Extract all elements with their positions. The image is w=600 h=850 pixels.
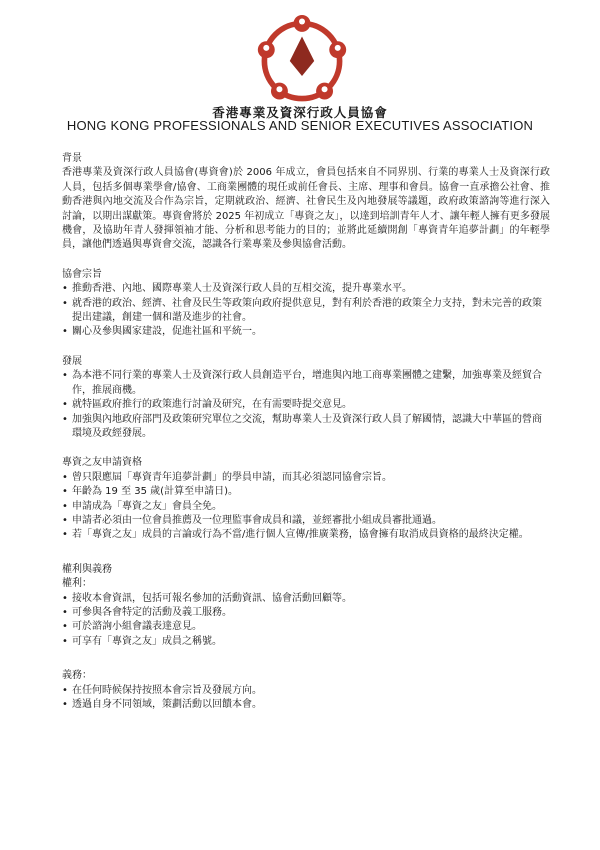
development-list (62, 369, 550, 441)
list-item: • 可享有「專資之友」成員之稱號。 (62, 635, 550, 649)
list-item: • 關心及參與國家建設，促進社區和平統一。 (62, 325, 550, 339)
list-item: • 曾只限應屆「專資青年追夢計劃」的學員申請，而其必須認同協會宗旨。 (62, 471, 550, 485)
list-item: • 就香港的政治、經濟、社會及民生等政策向政府提供意見，對有利於香港的政策全力支持，對未完善的政策提出建議，創建一個和諧及進步的社會。 (62, 297, 550, 326)
section-title-mission: 協會宗旨 (62, 268, 102, 280)
rights-list (62, 592, 550, 650)
duties-label: 義務： (62, 670, 92, 682)
list-item: • 申請者必須由一位會員推薦及一位理監事會成員和議，並經審批小組成員審批通過。 (62, 514, 550, 528)
list-item: • 就特區政府推行的政策進行討論及研究，在有需要時提交意見。 (62, 398, 550, 412)
list-item: • 申請成為「專資之友」會員全免。 (62, 500, 550, 514)
list-item: • 接收本會資訊，包括可報名參加的活動資訊、協會活動回顧等。 (62, 592, 550, 606)
mission-list (62, 282, 550, 340)
document-body (62, 152, 550, 712)
list-item: • 可於諮詢小組會議表達意見。 (62, 620, 550, 634)
list-item: • 加強與內地政府部門及政策研究單位之交流，幫助專業人士及資深行政人員了解國情，認識大中華區的營商環境及政經發展。 (62, 413, 550, 442)
list-item: • 可參與各會特定的活動及義工服務。 (62, 606, 550, 620)
list-item: • 為本港不同行業的專業人士及資深行政人員創造平台，增進與內地工商專業團體之建繫，加強專業及經貿合作，推展商機。 (62, 369, 550, 398)
org-name-en: HONG KONG PROFESSIONALS AND SENIOR EXECUTIVES ASSOCIATION (66, 118, 534, 133)
section-title-rights-duties: 權利與義務 (62, 563, 112, 575)
section-title-background: 背景 (62, 153, 82, 164)
duties-list (62, 684, 550, 713)
list-item: • 年齡為 19 至 35 歲(計算至申請日)。 (62, 485, 550, 499)
list-item: • 透過自身不同領域，策劃活動以回饋本會。 (62, 698, 550, 712)
list-item: • 推動香港、內地、國際專業人士及資深行政人員的互相交流，提升專業水平。 (62, 282, 550, 296)
list-item: • 在任何時候保持按照本會宗旨及發展方向。 (62, 684, 550, 698)
background-paragraph: 香港專業及資深行政人員協會(專資會)於 2006 年成立，會員包括來自不同界別、行業的專業人士及資深行政人員，包括多個專業學會/協會、工商業團體的現任或前任會長、主席、理事和會員。協會一直承擔公社會、推動香港與內地交流及合作為宗旨，定期就政治、經濟、社會民生及內地發展等議題，政府政策諮詢等進行深入討論，以期出謀獻策。專資會將於 2025 年初成立「專資之友」，以達到培訓青年人才、讓年輕人擁有更多發展機會，及協助年青人發揮領袖才能、分析和思考能力的目的；並將此延續開創「專資青年追夢計劃」的年輕學員，讓他們透過與專資會交流，認識各行業專業及參與協會活動。 (62, 167, 550, 251)
section-title-eligibility: 專資之友申請資格 (62, 457, 142, 469)
list-item: • 若「專資之友」成員的言論或行為不當/進行個人宣傳/推廣業務，協會擁有取消成員資格的最終決定權。 (62, 528, 550, 542)
hkpsea-logo-icon (255, 14, 349, 108)
eligibility-list (62, 471, 550, 543)
org-name-zh: 香港專業及資深行政人員協會 (212, 105, 388, 120)
rights-label: 權利： (62, 578, 92, 590)
section-title-development: 發展 (62, 355, 82, 367)
